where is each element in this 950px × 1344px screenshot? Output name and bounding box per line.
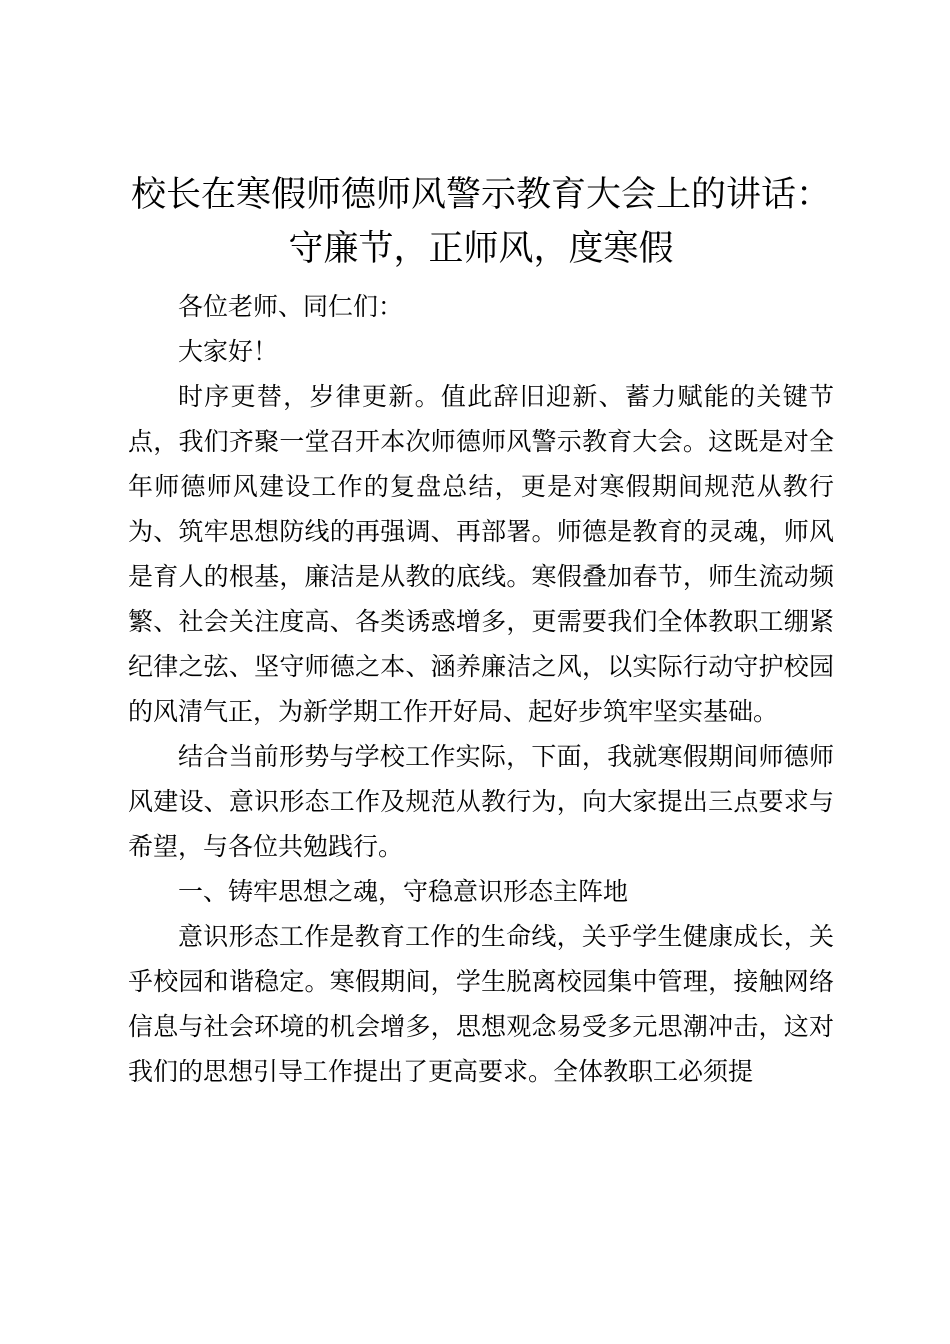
paragraph-outline: 结合当前形势与学校工作实际，下面，我就寒假期间师德师风建设、意识形态工作及规范从教行为，向大家提出三点要求与希望，与各位共勉践行。 bbox=[128, 742, 834, 861]
document-page bbox=[128, 168, 834, 1094]
title-line-2: 守廉节，正师风，度寒假 bbox=[288, 229, 674, 269]
salutation: 各位老师、同仁们： bbox=[178, 292, 404, 321]
title-line-1: 校长在寒假师德师风警示教育大会上的讲话： bbox=[130, 175, 831, 215]
document-body bbox=[128, 284, 834, 1094]
paragraph-opening: 时序更替，岁律更新。值此辞旧迎新、蓄力赋能的关键节点，我们齐聚一堂召开本次师德师风警示教育大会。这既是对全年师德师风建设工作的复盘总结，更是对寒假期间规范从教行为、筑牢思想防线的再强调、再部署。师德是教育的灵魂，师风是育人的根基，廉洁是从教的底线。寒假叠加春节，师生流动频繁、社会关注度高、各类诱惑增多，更需要我们全体教职工绷紧纪律之弦、坚守师德之本、涵养廉洁之风，以实际行动守护校园的风清气正，为新学期工作开好局、起好步筑牢坚实基础。 bbox=[128, 382, 834, 726]
section-heading-1: 一、铸牢思想之魂，守稳意识形态主阵地 bbox=[178, 877, 629, 906]
section-1-paragraph: 意识形态工作是教育工作的生命线，关乎学生健康成长，关乎校园和谐稳定。寒假期间，学生脱离校园集中管理，接触网络信息与社会环境的机会增多，思想观念易受多元思潮冲击，这对我们的思想引导工作提出了更高要求。全体教职工必须提 bbox=[128, 922, 834, 1086]
greeting: 大家好！ bbox=[178, 337, 279, 366]
document-title bbox=[128, 168, 834, 276]
